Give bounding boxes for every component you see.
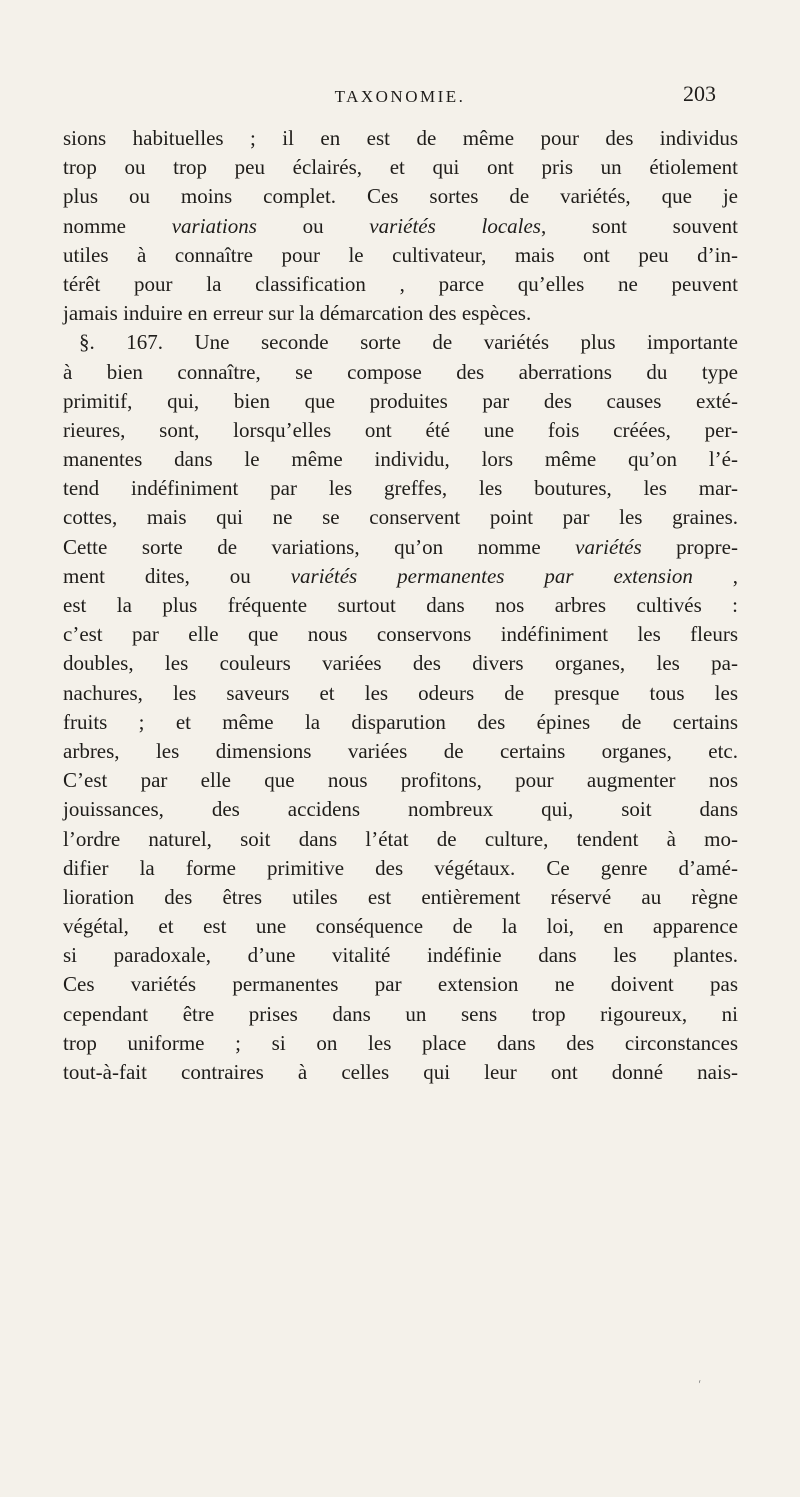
text-line (63, 620, 738, 649)
text-line (63, 503, 738, 532)
text-line (63, 912, 738, 941)
page-header (0, 81, 800, 115)
text-segment: cottes, mais qui ne se conservent point par les graines. (63, 505, 738, 530)
text-segment: c’est par elle que nous conservons indéfiniment les fleurs (63, 622, 738, 647)
text-segment: C’est par elle que nous profitons, pour augmenter nos (63, 768, 738, 793)
text-line (63, 270, 738, 299)
text-segment: ou (256, 213, 370, 238)
text-line (63, 416, 738, 445)
text-line (63, 766, 738, 795)
text-segment: sions habituelles ; il en est de même pour des individus (63, 126, 738, 150)
text-segment: ment dites, ou (63, 563, 291, 588)
text-segment: utiles à connaître pour le cultivateur, mais ont peu d’in- (63, 242, 738, 267)
text-line (63, 1000, 738, 1029)
text-segment: doubles, les couleurs variées des divers organes, les pa- (63, 651, 738, 676)
text-segment: manentes dans le même individu, lors même qu’on l’é- (63, 447, 738, 472)
text-line (63, 1029, 738, 1058)
text-segment: , (692, 563, 739, 588)
text-line (63, 533, 738, 562)
text-line (63, 387, 738, 416)
text-line (63, 941, 738, 970)
text-line (63, 708, 738, 737)
text-segment: l’ordre naturel, soit dans l’état de culture, tendent à mo- (63, 826, 738, 851)
text-segment: , sont souvent (540, 213, 738, 238)
text-segment: fruits ; et même la disparution des épines de certains (63, 709, 738, 734)
text-segment: tend indéfiniment par les greffes, les boutures, les mar- (63, 476, 738, 501)
text-segment: nachures, les saveurs et les odeurs de presque tous les (63, 680, 738, 705)
text-segment: végétal, et est une conséquence de la loi, en apparence (63, 914, 738, 939)
text-segment: jouissances, des accidens nombreux qui, soit dans (63, 797, 738, 822)
text-segment: §. 167. Une seconde sorte de variétés plus importante (79, 330, 738, 355)
text-segment: est la plus fréquente surtout dans nos arbres cultivés : (63, 593, 738, 617)
italic-term: variétés locales (369, 213, 541, 238)
text-segment: trop ou trop peu éclairés, et qui ont pris un étiolement (63, 155, 738, 180)
text-segment: primitif, qui, bien que produites par des causes exté- (63, 388, 738, 413)
text-line (63, 883, 738, 912)
text-line (63, 649, 738, 678)
text-line (63, 1058, 738, 1087)
text-line (63, 328, 738, 357)
body-text (63, 124, 738, 1087)
text-line (63, 153, 738, 182)
text-line (63, 737, 738, 766)
text-line (63, 679, 738, 708)
text-line (63, 854, 738, 883)
text-segment: arbres, les dimensions variées de certains organes, etc. (63, 738, 738, 763)
text-segment: à bien connaître, se compose des aberrations du type (63, 359, 738, 384)
text-line (63, 970, 738, 999)
text-segment: plus ou moins complet. Ces sortes de variétés, que je (63, 184, 738, 209)
text-segment: trop uniforme ; si on les place dans des circonstances (63, 1030, 738, 1055)
italic-term: variations (171, 213, 257, 238)
text-segment: jamais induire en erreur sur la démarcation des espèces. (63, 301, 532, 326)
text-line (63, 825, 738, 854)
text-segment: si paradoxale, d’une vitalité indéfinie dans les plantes. (63, 943, 738, 968)
text-segment: cependant être prises dans un sens trop rigoureux, ni (63, 1001, 738, 1026)
text-segment: térêt pour la classification , parce qu’elles ne peuvent (63, 271, 738, 296)
text-line (63, 182, 738, 211)
italic-term: variétés (575, 534, 642, 559)
text-line (63, 445, 738, 474)
text-line (63, 562, 738, 591)
text-line (63, 241, 738, 270)
text-line (63, 474, 738, 503)
stray-mark-icon: ´ (695, 1378, 707, 1394)
text-line (63, 299, 738, 328)
text-segment: Ces variétés permanentes par extension ne doivent pas (63, 972, 738, 997)
running-title: TAXONOMIE. (334, 87, 466, 106)
text-segment: nomme (63, 213, 172, 238)
text-line (63, 358, 738, 387)
page-number: 203 (683, 81, 716, 106)
text-segment: propre- (641, 534, 738, 559)
text-line (63, 795, 738, 824)
text-line (63, 212, 738, 241)
text-segment: tout-à-fait contraires à celles qui leur ont donné nais- (63, 1060, 738, 1084)
text-segment: lioration des êtres utiles est entièrement réservé au règne (63, 884, 738, 909)
text-segment: rieures, sont, lorsqu’elles ont été une fois créées, per- (63, 417, 738, 442)
text-line (63, 124, 738, 153)
italic-term: variétés permanentes par extension (290, 563, 693, 588)
text-line (63, 591, 738, 620)
text-segment: Cette sorte de variations, qu’on nomme (63, 534, 576, 559)
text-segment: difier la forme primitive des végétaux. Ce genre d’amé- (63, 855, 738, 880)
